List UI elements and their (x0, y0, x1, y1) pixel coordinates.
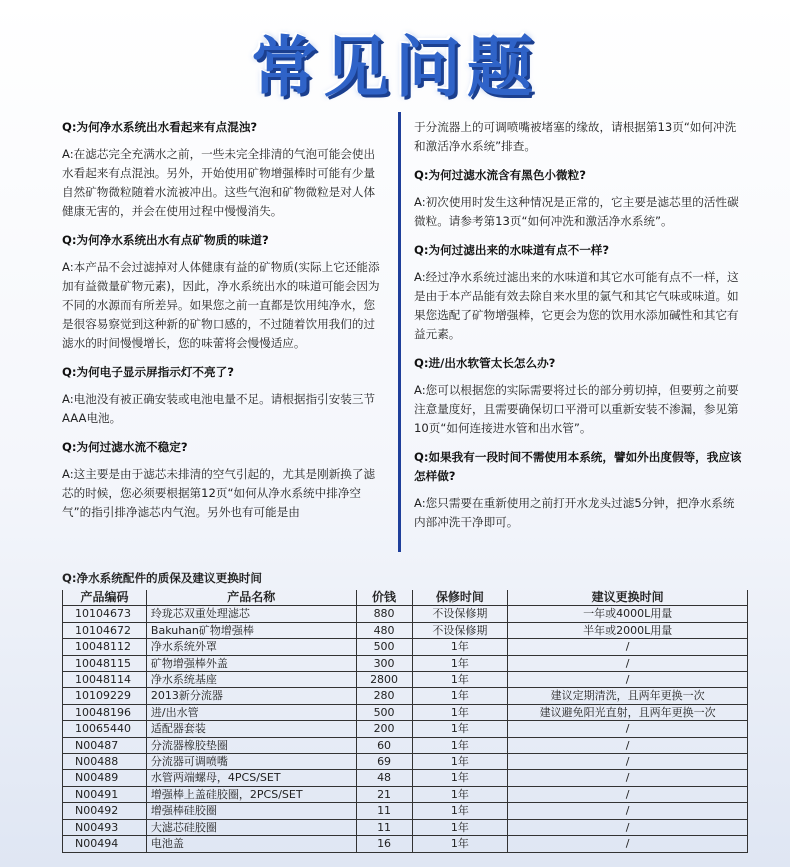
cell-code: 10048114 (63, 672, 147, 688)
cell-name: 分流器可调喷嘴 (146, 754, 356, 770)
cell-warranty: 1年 (412, 803, 508, 819)
faq-question: Q:为何过滤水流不稳定? (62, 440, 188, 454)
table-row (63, 639, 748, 655)
faq-question: Q:为何过滤出来的水味道有点不一样? (414, 243, 610, 257)
table-row (63, 819, 748, 835)
cell-warranty: 1年 (412, 819, 508, 835)
column-divider (398, 112, 401, 552)
cell-warranty: 1年 (412, 672, 508, 688)
cell-price: 11 (356, 803, 412, 819)
faq-right-column (414, 118, 744, 542)
cell-price: 300 (356, 655, 412, 671)
cell-warranty: 1年 (412, 721, 508, 737)
cell-replace: 一年或4000L用量 (508, 606, 748, 622)
table-row (63, 770, 748, 786)
faq-question: Q:为何净水系统出水有点矿物质的味道? (62, 233, 269, 247)
cell-warranty: 不设保修期 (412, 622, 508, 638)
cell-replace: 建议避免阳光直射，且两年更换一次 (508, 704, 748, 720)
header-code: 产品编码 (63, 590, 147, 606)
cell-name: Bakuhan矿物增强棒 (146, 622, 356, 638)
faq-answer: A:您只需要在重新使用之前打开水龙头过滤5分钟，把净水系统内部冲洗干净即可。 (414, 496, 735, 529)
cell-name: 矿物增强棒外盖 (146, 655, 356, 671)
cell-price: 11 (356, 819, 412, 835)
table-row (63, 622, 748, 638)
faq-question: Q:进/出水软管太长怎么办? (414, 356, 556, 370)
cell-price: 480 (356, 622, 412, 638)
cell-price: 60 (356, 737, 412, 753)
faq-answer: A:初次使用时发生这种情况是正常的，它主要是滤芯里的活性碳微粒。请参考第13页“如何冲洗和激活净水系统”。 (414, 195, 739, 228)
cell-replace: / (508, 836, 748, 852)
cell-replace: / (508, 737, 748, 753)
table-row (63, 655, 748, 671)
cell-price: 200 (356, 721, 412, 737)
cell-price: 500 (356, 704, 412, 720)
cell-name: 水管两端螺母，4PCS/SET (146, 770, 356, 786)
faq-answer: A:您可以根据您的实际需要将过长的部分剪切掉，但要剪之前要注意量度好，且需要确保切口平滑可以重新安装不渗漏，参见第10页“如何连接进水管和出水管”。 (414, 383, 739, 435)
warranty-question: Q:净水系统配件的质保及建议更换时间 (62, 571, 262, 585)
faq-left-column (62, 118, 384, 532)
cell-code: 10109229 (63, 688, 147, 704)
table-row (63, 721, 748, 737)
cell-replace: / (508, 754, 748, 770)
cell-price: 880 (356, 606, 412, 622)
cell-warranty: 1年 (412, 770, 508, 786)
faq-answer: A:经过净水系统过滤出来的水味道和其它水可能有点不一样，这是由于本产品能有效去除自来水里的氯气和其它气味或味道。如果您选配了矿物增强棒，它更会为您的饮用水添加碱性和其它有益元素。 (414, 270, 739, 341)
table-row (63, 688, 748, 704)
faq-question: Q:为何电子显示屏指示灯不亮了? (62, 365, 234, 379)
faq-question: Q:为何净水系统出水看起来有点混浊? (62, 120, 258, 134)
table-row (63, 754, 748, 770)
cell-warranty: 1年 (412, 754, 508, 770)
cell-code: 10104672 (63, 622, 147, 638)
cell-warranty: 1年 (412, 786, 508, 802)
cell-replace: / (508, 770, 748, 786)
cell-warranty: 1年 (412, 836, 508, 852)
cell-warranty: 不设保修期 (412, 606, 508, 622)
header-replace: 建议更换时间 (508, 590, 748, 606)
cell-replace: / (508, 639, 748, 655)
cell-replace: / (508, 803, 748, 819)
cell-name: 大滤芯硅胶圈 (146, 819, 356, 835)
page-title: 常见问题 (251, 29, 539, 106)
header-warranty: 保修时间 (412, 590, 508, 606)
cell-replace: 建议定期清洗，且两年更换一次 (508, 688, 748, 704)
cell-code: 10048115 (63, 655, 147, 671)
faq-answer: A:在滤芯完全充满水之前，一些未完全排清的气泡可能会使出水看起来有点混浊。另外，开始使用矿物增强棒时可能有少量自然矿物微粒随着水流被冲出。这些气泡和矿物微粒是对人体健康无害的，并会在使用过程中慢慢消失。 (62, 147, 376, 218)
cell-code: N00494 (63, 836, 147, 852)
cell-code: 10104673 (63, 606, 147, 622)
table-row (63, 737, 748, 753)
faq-answer: A:本产品不会过滤掉对人体健康有益的矿物质(实际上它还能添加有益微量矿物元素)，因此，净水系统出水的味道可能会因为不同的水源而有所差异。如果您之前一直都是饮用纯净水，您是很容易察觉到这种新的矿物口感的，不过随着饮用我们的过滤水的时间慢慢增长，您的味蕾将会慢慢适应。 (62, 260, 380, 350)
cell-code: 10065440 (63, 721, 147, 737)
cell-price: 48 (356, 770, 412, 786)
cell-price: 500 (356, 639, 412, 655)
faq-question: Q:如果我有一段时间不需使用本系统，譬如外出度假等，我应该怎样做? (414, 450, 742, 483)
table-row (63, 803, 748, 819)
cell-code: N00491 (63, 786, 147, 802)
table-row (63, 836, 748, 852)
cell-warranty: 1年 (412, 655, 508, 671)
cell-name: 进/出水管 (146, 704, 356, 720)
cell-name: 电池盖 (146, 836, 356, 852)
header-name: 产品名称 (146, 590, 356, 606)
cell-replace: 半年或2000L用量 (508, 622, 748, 638)
cell-name: 增强棒硅胶圈 (146, 803, 356, 819)
table-row (63, 786, 748, 802)
cell-replace: / (508, 819, 748, 835)
cell-price: 21 (356, 786, 412, 802)
cell-code: N00493 (63, 819, 147, 835)
cell-replace: / (508, 721, 748, 737)
cell-name: 净水系统基座 (146, 672, 356, 688)
cell-name: 净水系统外罩 (146, 639, 356, 655)
table-row (63, 672, 748, 688)
cell-code: 10048112 (63, 639, 147, 655)
cell-name: 适配器套装 (146, 721, 356, 737)
cell-replace: / (508, 786, 748, 802)
cell-price: 280 (356, 688, 412, 704)
faq-question: Q:为何过滤水流含有黑色小微粒? (414, 168, 586, 182)
cell-replace: / (508, 672, 748, 688)
cell-price: 16 (356, 836, 412, 852)
cell-code: 10048196 (63, 704, 147, 720)
table-header-row (63, 590, 748, 606)
cell-warranty: 1年 (412, 737, 508, 753)
faq-answer: A:这主要是由于滤芯未排清的空气引起的，尤其是刚新换了滤芯的时候，您必须要根据第12页“如何从净水系统中排净空气”的指引排净滤芯内气泡。另外也有可能是由 (62, 467, 376, 519)
faq-answer: 于分流器上的可调喷嘴被堵塞的缘故，请根据第13页“如何冲洗和激活净水系统”排查。 (414, 120, 737, 153)
table-row (63, 704, 748, 720)
cell-price: 69 (356, 754, 412, 770)
header-price: 价钱 (356, 590, 412, 606)
cell-warranty: 1年 (412, 639, 508, 655)
cell-warranty: 1年 (412, 688, 508, 704)
cell-code: N00487 (63, 737, 147, 753)
cell-code: N00488 (63, 754, 147, 770)
cell-name: 玲珑芯双重处理滤芯 (146, 606, 356, 622)
cell-code: N00492 (63, 803, 147, 819)
warranty-table (62, 590, 748, 853)
cell-name: 2013新分流器 (146, 688, 356, 704)
cell-price: 2800 (356, 672, 412, 688)
cell-name: 增强棒上盖硅胶圈，2PCS/SET (146, 786, 356, 802)
cell-name: 分流器橡胶垫圈 (146, 737, 356, 753)
table-row (63, 606, 748, 622)
cell-warranty: 1年 (412, 704, 508, 720)
faq-answer: A:电池没有被正确安装或电池电量不足。请根据指引安装三节AAA电池。 (62, 392, 376, 425)
cell-code: N00489 (63, 770, 147, 786)
cell-replace: / (508, 655, 748, 671)
